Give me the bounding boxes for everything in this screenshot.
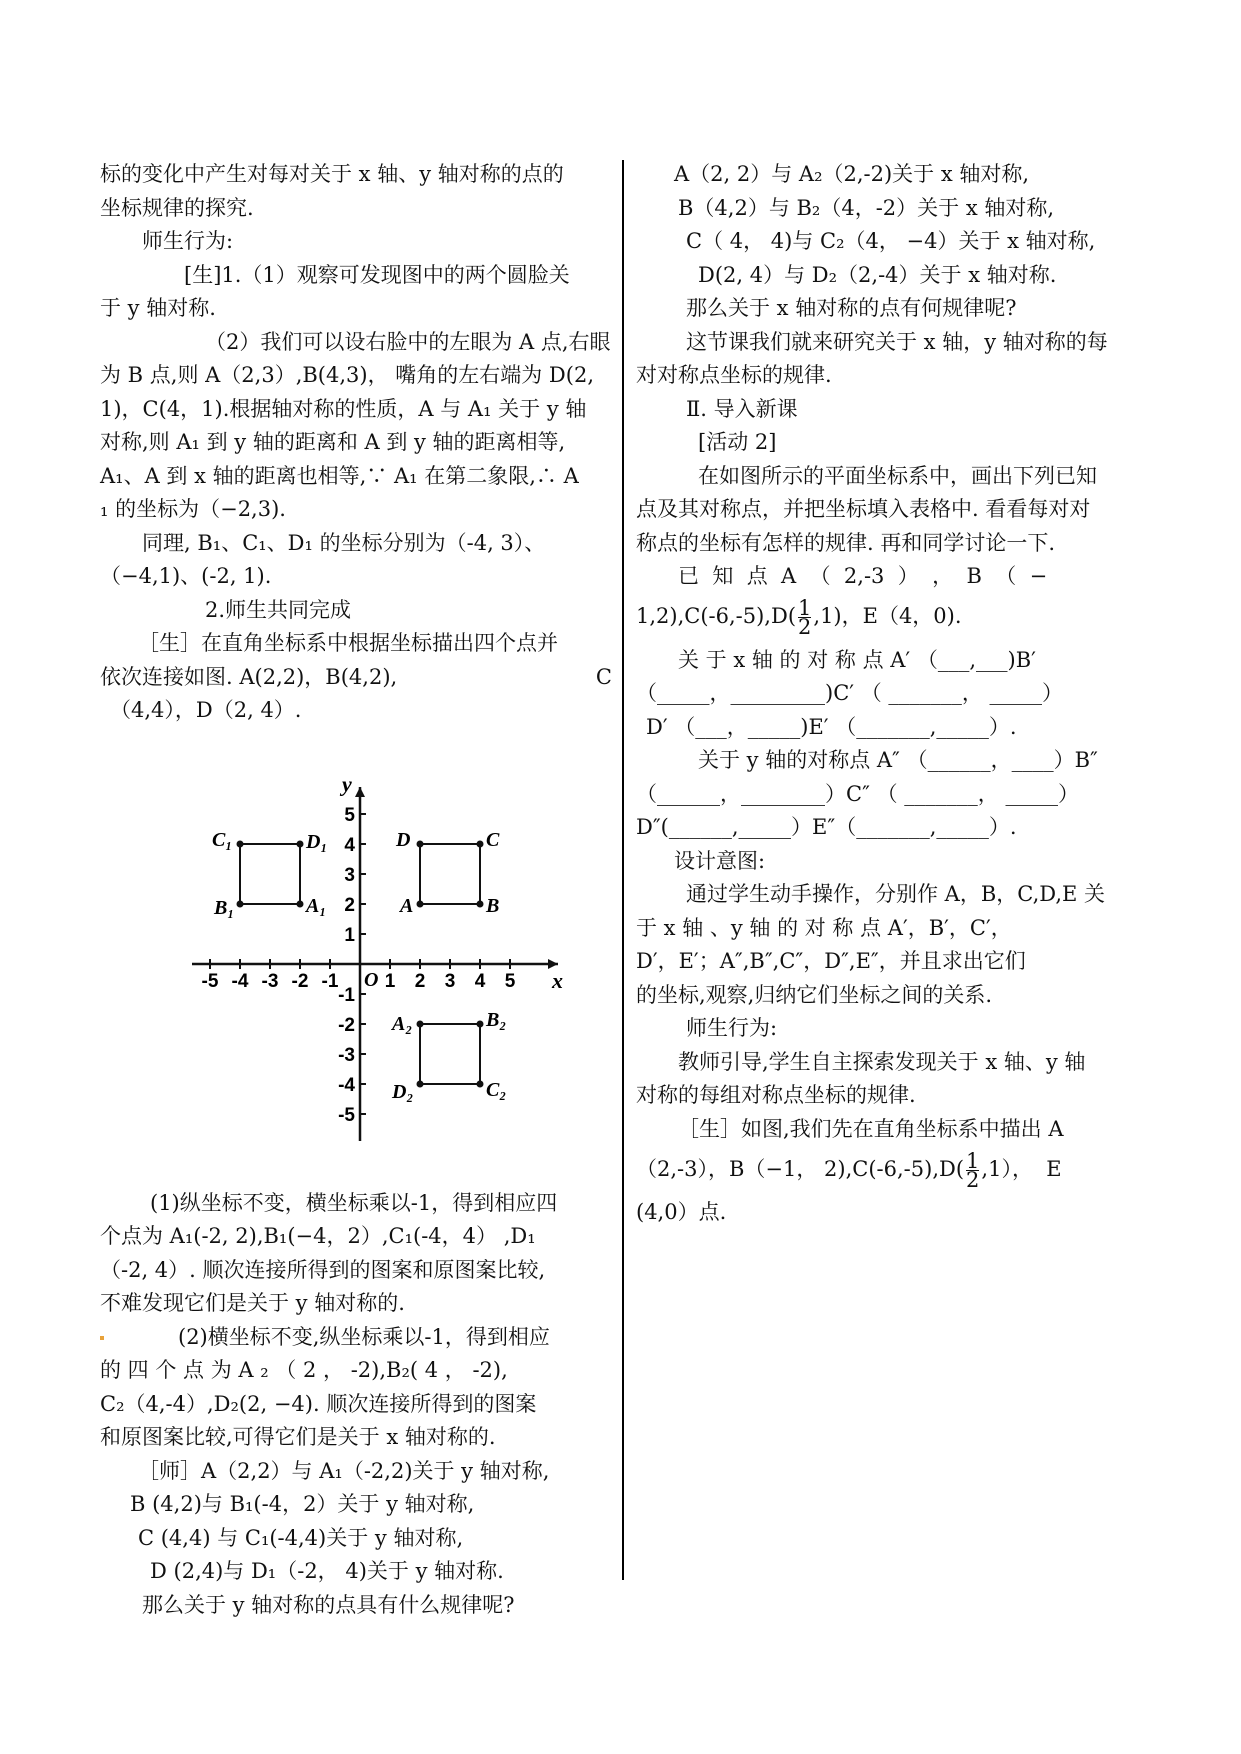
text-line: 对称,则 A₁ 到 y 轴的距离和 A 到 y 轴的距离相等, xyxy=(100,430,566,454)
text-span: (2)横坐标不变,纵坐标乘以-1，得到相应 xyxy=(178,1324,550,1349)
point-label-C2: C₂ xyxy=(486,1078,507,1101)
y-tick-label: 3 xyxy=(344,864,355,886)
text-line: D′ （___，_____)E′ （_______,_____）. xyxy=(646,714,1017,739)
text-line xyxy=(100,1321,612,1355)
text-line: D (2,4)与 D₁（-2， 4)关于 y 轴对称. xyxy=(150,1559,504,1583)
vertex-dot xyxy=(477,1020,484,1027)
text-line: [生]1.（1）观察可发现图中的两个圆脸关 xyxy=(184,262,570,287)
text-line: 不难发现它们是关于 y 轴对称的. xyxy=(100,1291,405,1315)
text-line: 个点为 A₁(-2, 2),B₁(−4，2）,C₁(-4，4） ,D₁ xyxy=(100,1224,536,1248)
y-axis-label: y xyxy=(342,771,352,796)
fraction-denominator: 2 xyxy=(798,614,812,639)
x-tick-label: -4 xyxy=(231,970,249,992)
x-tick-label: -2 xyxy=(291,970,309,992)
text-line: 2.师生共同完成 xyxy=(205,597,352,622)
text-span: ,1）， E xyxy=(981,1157,1062,1181)
vertex-dot xyxy=(237,900,244,907)
vertex-dot xyxy=(297,840,304,847)
text-line: 的坐标,观察,归纳它们坐标之间的关系. xyxy=(636,982,993,1007)
marker-dot xyxy=(100,1336,104,1340)
text-line: 同理, B₁、C₁、D₁ 的坐标分别为（-4, 3）、 xyxy=(142,530,546,555)
text-line: B（4,2）与 B₂（4，-2）关于 x 轴对称, xyxy=(678,195,1055,220)
fraction xyxy=(798,595,812,639)
x-tick-label: 4 xyxy=(474,970,486,992)
text-line: 那么关于 x 轴对称的点有何规律呢? xyxy=(686,296,1017,320)
vertex-dot xyxy=(417,1020,424,1027)
text-line: 关于 y 轴的对称点 A″ （______，____）B″ xyxy=(698,748,1098,772)
fraction-numerator: 1 xyxy=(966,1149,980,1173)
text-line: ［师］A（2,2）与 A₁（-2,2)关于 y 轴对称, xyxy=(138,1458,550,1483)
vertex-dot xyxy=(477,900,484,907)
x-tick-label: 2 xyxy=(414,970,426,992)
x-tick-label: -1 xyxy=(321,970,339,992)
y-tick-label: -4 xyxy=(338,1074,355,1096)
vertex-dot xyxy=(417,1080,424,1087)
text-line: 和原图案比较,可得它们是关于 x 轴对称的. xyxy=(100,1425,496,1449)
point-label-A2: A₂ xyxy=(392,1012,413,1035)
text-line: 于 y 轴对称. xyxy=(100,296,216,320)
text-span: 依次连接如图. A(2,2)，B(4,2), xyxy=(100,664,398,689)
column-divider xyxy=(622,160,624,1580)
text-line: ₁ 的坐标为（−2,3). xyxy=(100,497,286,521)
text-line: 于 x 轴 、y 轴 的 对 称 点 A′，B′，C′， xyxy=(636,915,1012,940)
vertex-dot xyxy=(297,900,304,907)
text-line: 教师引导,学生自主探索发现关于 x 轴、y 轴 xyxy=(678,1049,1086,1074)
vertex-dot xyxy=(417,900,424,907)
y-tick-label: 2 xyxy=(344,894,355,916)
text-span: ,1)，E（4，0). xyxy=(813,603,962,628)
text-line xyxy=(100,661,612,695)
text-line xyxy=(636,594,1151,638)
fraction-numerator: 1 xyxy=(798,595,812,620)
text-line: C（ 4， 4)与 C₂（4， −4）关于 x 轴对称, xyxy=(686,229,1096,253)
fraction xyxy=(966,1149,980,1192)
text-line: D′，E′；A″,B″,C″，D″,E″，并且求出它们 xyxy=(636,949,1026,973)
square-ABCD xyxy=(420,844,480,904)
text-line: [活动 2] xyxy=(698,430,777,454)
text-line: 点及其对称点，并把坐标填入表格中. 看看每对对 xyxy=(636,497,1091,521)
text-line: ［生］如图,我们先在直角坐标系中描出 A xyxy=(678,1116,1064,1141)
text-line: 在如图所示的平面坐标系中，画出下列已知 xyxy=(698,463,1097,488)
text-line: 为 B 点,则 A（2,3）,B(4,3)， 嘴角的左右端为 D(2, xyxy=(100,363,595,387)
point-label-B2: B₂ xyxy=(486,1008,507,1031)
text-line: （−4,1)、(-2, 1). xyxy=(100,564,272,588)
vertex-dot xyxy=(237,840,244,847)
coordinate-plane xyxy=(160,752,600,1177)
text-line: 坐标规律的探究. xyxy=(100,195,254,220)
point-label-C: C xyxy=(486,828,500,851)
text-line: C₂（4,-4）,D₂(2, −4). 顺次连接所得到的图案 xyxy=(100,1391,537,1416)
y-tick-label: 4 xyxy=(344,834,355,856)
text-line: 设计意图: xyxy=(674,848,766,873)
text-line: （______，________）C″ （ _______， _____） xyxy=(636,781,1079,806)
text-line: 通过学生动手操作，分别作 A，B，C,D,E 关 xyxy=(686,882,1106,906)
text-line xyxy=(636,1146,1151,1192)
text-line: D″(______,_____）E″（_______,_____）. xyxy=(636,815,1017,839)
point-label-D1: D₁ xyxy=(306,830,328,853)
text-line: A₁、A 到 x 轴的距离也相等,∵ A₁ 在第二象限,∴ A xyxy=(100,463,579,488)
text-line: 那么关于 y 轴对称的点具有什么规律呢? xyxy=(142,1592,515,1617)
right-column xyxy=(636,158,1151,1230)
text-line: 师生行为: xyxy=(142,229,234,253)
text-line: 称点的坐标有怎样的规律. 再和同学讨论一下. xyxy=(636,530,1056,555)
text-line: 师生行为: xyxy=(686,1016,778,1040)
square-A1B1C1D1 xyxy=(240,844,300,904)
x-tick-label: -3 xyxy=(261,970,279,992)
x-axis-label: x xyxy=(552,967,563,993)
text-line: (4,0）点. xyxy=(636,1200,727,1224)
y-tick-label: 5 xyxy=(344,804,355,826)
y-tick-label: -1 xyxy=(338,984,355,1006)
text-line: A（2, 2）与 A₂（2,-2)关于 x 轴对称, xyxy=(674,162,1030,186)
text-line: 标的变化中产生对每对关于 x 轴、y 轴对称的点的 xyxy=(100,162,564,186)
y-tick-label: -3 xyxy=(338,1044,355,1066)
y-tick-label: 1 xyxy=(344,924,355,946)
text-line: C (4,4) 与 C₁(-4,4)关于 y 轴对称, xyxy=(138,1525,464,1550)
y-axis-arrow xyxy=(355,787,365,797)
text-line: （_____，_________)C′ （ _______， _____） xyxy=(636,681,1064,705)
y-tick-label: -2 xyxy=(338,1014,355,1036)
text-line: 的 四 个 点 为 A ₂ （ 2 ， -2),B₂( 4 ， -2), xyxy=(100,1358,508,1382)
text-span: C xyxy=(595,664,612,689)
point-label-B: B xyxy=(486,894,500,917)
text-line: 对对称点坐标的规律. xyxy=(636,363,832,387)
text-line: D(2, 4）与 D₂（2,-4）关于 x 轴对称. xyxy=(698,262,1057,287)
text-line: ［生］在直角坐标系中根据坐标描出四个点并 xyxy=(138,631,558,655)
text-line: 已 知 点 A （ 2,-3 ） ， B （ − xyxy=(678,564,1048,588)
x-tick-label: 3 xyxy=(444,970,456,992)
text-line: （2）我们可以设右脸中的左眼为 A 点,右眼 xyxy=(205,329,611,354)
y-tick-label: -5 xyxy=(338,1104,355,1126)
point-label-D2: D₂ xyxy=(392,1080,414,1103)
text-span: （2,-3），B（−1， 2),C(-6,-5),D( xyxy=(636,1157,965,1181)
vertex-dot xyxy=(417,840,424,847)
fraction-denominator: 2 xyxy=(966,1168,980,1192)
text-line: B (4,2)与 B₁(-4，2）关于 y 轴对称, xyxy=(130,1492,475,1516)
text-line: (1)纵坐标不变，横坐标乘以-1，得到相应四 xyxy=(150,1190,558,1215)
text-line: 对称的每组对称点坐标的规律. xyxy=(636,1083,916,1107)
square-A2B2C2D2 xyxy=(420,1024,480,1084)
point-label-C1: C₁ xyxy=(212,828,233,851)
x-tick-label: -5 xyxy=(201,970,219,992)
point-label-B1: B₁ xyxy=(214,896,235,919)
point-label-A1: A₁ xyxy=(306,894,327,917)
text-line: 1)，C(4，1).根据轴对称的性质，A 与 A₁ 关于 y 轴 xyxy=(100,396,587,421)
text-line: 这节课我们就来研究关于 x 轴，y 轴对称的每 xyxy=(686,329,1108,354)
coordinate-figure xyxy=(160,752,600,1177)
left-column xyxy=(100,158,612,1622)
text-line: （4,4），D（2, 4）. xyxy=(110,698,302,722)
text-line: （-2, 4）. 顺次连接所得到的图案和原图案比较, xyxy=(100,1257,546,1282)
x-tick-label: 1 xyxy=(384,970,396,992)
point-label-D: D xyxy=(396,828,411,851)
text-span: 1,2),C(-6,-5),D( xyxy=(636,603,797,628)
vertex-dot xyxy=(477,1080,484,1087)
x-tick-label: 5 xyxy=(504,970,516,992)
origin-label: O xyxy=(364,968,379,991)
point-label-A: A xyxy=(400,894,414,917)
vertex-dot xyxy=(477,840,484,847)
text-line: 关 于 x 轴 的 对 称 点 A′ （___,___)B′ xyxy=(678,647,1036,672)
text-line: Ⅱ. 导入新课 xyxy=(686,396,798,421)
